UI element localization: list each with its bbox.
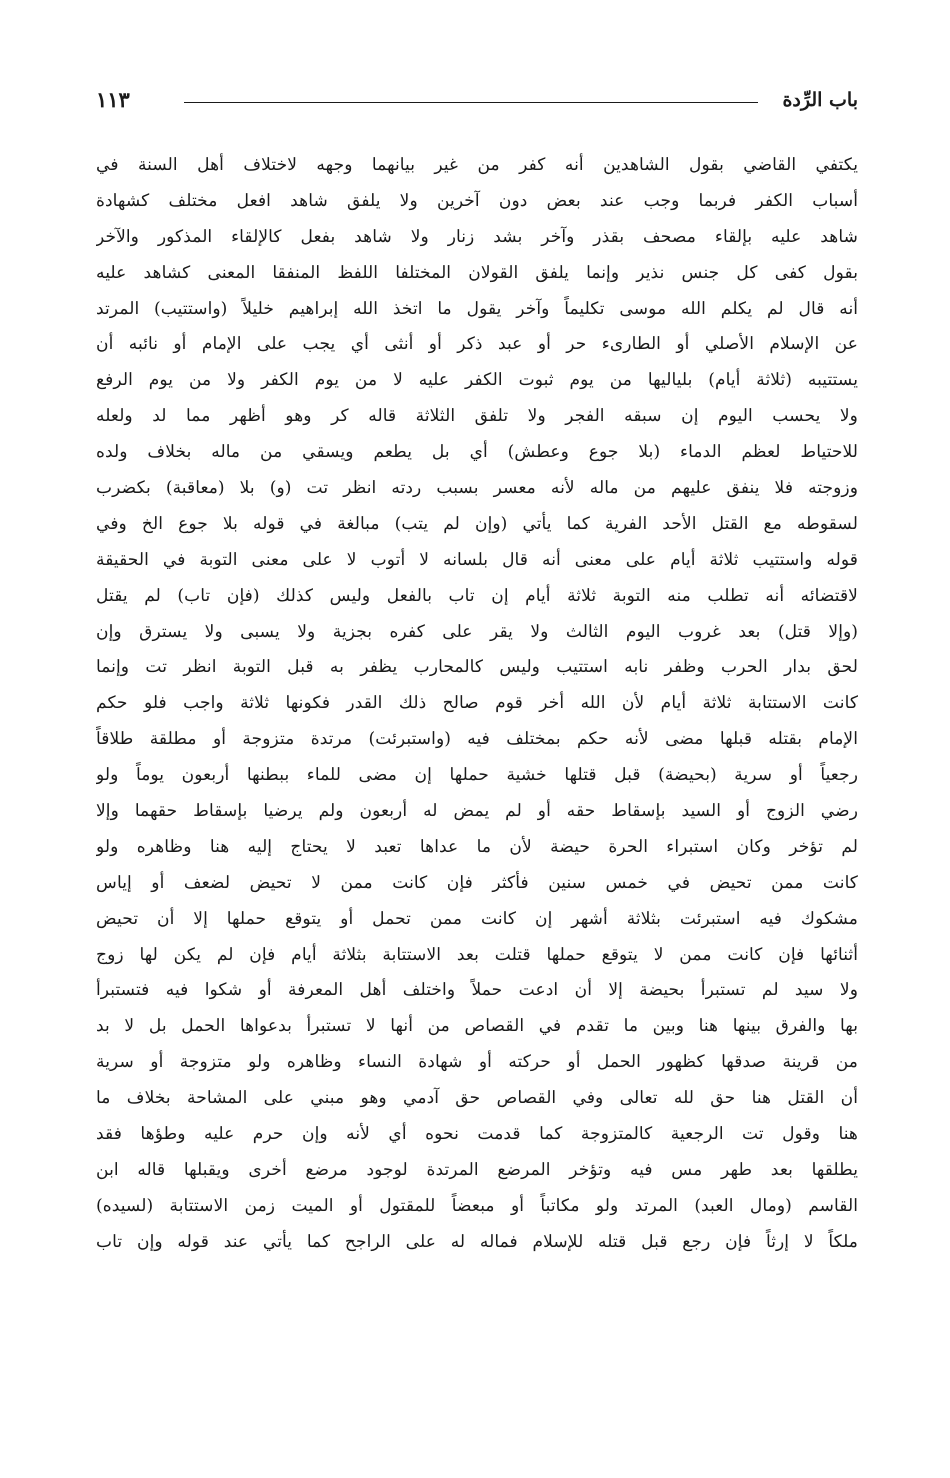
text-line: عن الإسلام الأصلي أو الطارىء حر أو عبد ذكر أو أنثى أي يجب على الإمام أو نائبه أن: [96, 334, 858, 355]
text-line: يكتفي القاضي بقول الشاهدين أنه كفر من غير بيانهما وجهه لاختلاف أهل السنة في: [96, 155, 858, 175]
text-line: رجعياً أو سرية (بحيضة) قبل قتلها خشية حملها إن مضى للماء ببطنها أربعون يوماً ولو: [96, 765, 858, 786]
text-line: ملكاً لا إرثاً فإن رجع قبل قتله للإسلام فماله له على الراجح كما يأتي عند قوله وإن تاب: [96, 1231, 858, 1252]
text-line: أنه قال لم يكلم الله موسى تكليماً وآخر يقول ما اتخذ الله إبراهيم خليلاً (واستتيب) المرتد: [96, 298, 858, 319]
text-line: قوله واستتيب ثلاثة أيام على معنى أنه قال بلسانه لا أتوب لا على معنى التوبة في الحقيقة: [96, 549, 858, 570]
text-line: أثنائها فإن كانت ممن لا يتوقع حملها قتلت بعد الاستتابة بثلاثة أيام فإن لم يكن لها زوج: [96, 944, 858, 965]
header-rule: [184, 102, 758, 103]
chapter-title: باب الرِّدة: [782, 89, 858, 111]
text-line: يطلقها بعد طهر مس فيه وتؤخر المرضع المرتدة لوجود مرضع أخرى ويقبلها قاله ابن: [96, 1159, 858, 1180]
text-line: ولا سيد لم تستبرأ بحيضة إلا أن ادعت حملاً واختلف أهل المعرفة أو شكوا فيه فتستبرأ: [96, 980, 858, 1001]
text-line: للاحتياط لعظم الدماء (بلا جوع وعطش) أي بل يطعم ويسقي من ماله بخلاف ولده: [96, 442, 858, 463]
text-line: يستتيبه (ثلاثة أيام) بلياليها من يوم ثبوت الكفر عليه لا من يوم الكفر ولا من يوم الرفع: [96, 370, 858, 391]
text-line: لحق بدار الحرب وظفر نابه استتيب وليس كالمحارب يظفر به قبل التوبة انظر تت وإنما: [96, 657, 858, 678]
text-line: هنا وقول تت الرجعية كالمتزوجة كما قدمت نحوه أي لأنه وإن حرم عليه وطؤها فقد: [96, 1124, 858, 1145]
text-line: وزوجته فلا ينفق عليهم من ماله لأنه معسر بسبب ردته انظر تت (و) بلا (معاقبة) بكضرب: [96, 478, 858, 499]
text-line: لاقتضائه أنه تطلب منه التوبة ثلاثة أيام إن تاب بالفعل وليس كذلك (فإن تاب) لم يقتل: [96, 585, 858, 606]
text-line: أسباب الكفر فربما وجب عند بعض دون آخرين ولا يلفق شاهد افعل مختلف كشهادة: [96, 190, 858, 211]
page-header: [96, 86, 858, 116]
text-line: الإمام بقتله قبلها مضى لأنه حكم بمختلف فيه (واستبرئت) مرتدة متزوجة أو مطلقة طلاقاً: [96, 729, 858, 750]
text-line: بها والفرق بينها هنا وبين ما تقدم في القصاص من أنها لا تستبرأ بدعواها الحمل بل لا بد: [96, 1016, 858, 1037]
text-line: (وإلا قتل) بعد غروب اليوم الثالث ولا يقر على كفره بجزية ولا يسبى ولا يسترق وإن: [96, 621, 858, 642]
body-text: [96, 148, 858, 1261]
page-number: ١١٣: [96, 87, 130, 112]
text-line: شاهد عليه بإلقاء مصحف بقذر وآخر بشد زنار ولا شاهد بفعل كالإلقاء المذكور والآخر: [96, 226, 858, 247]
text-line: بقول كفى كل جنس نذير وإنما يلفق القولان المختلفا اللفظ المنفقا المعنى كشاهد عليه: [96, 262, 858, 283]
text-line: ولا يحسب اليوم إن سبقه الفجر ولا تلفق الثلاثة قاله كر وهو أظهر مما لد ولعله: [96, 406, 858, 427]
text-line: القاسم (ومال العبد) المرتد ولو مكاتباً أو مبعضاً للمقتول أو الميت زمن الاستتابة (لسيده): [96, 1195, 858, 1216]
text-line: مشكوك فيه استبرئت بثلاثة أشهر إن كانت ممن تحمل أو يتوقع حملها إلا أن تحيض: [96, 908, 858, 929]
text-line: لم تؤخر وكان استبراء الحرة حيضة لأن ما عداها تعبد لا يحتاج إليه هنا وظاهره ولو: [96, 836, 858, 857]
text-line: كانت الاستتابة ثلاثة أيام لأن الله أخر قوم صالح ذلك القدر فكونها ثلاثة واجب فلو حكم: [96, 693, 858, 714]
text-line: كانت ممن تحيض في خمس سنين فأكثر فإن كانت ممن لا تحيض لضعف أو إياس: [96, 872, 858, 893]
text-line: أن القتل هنا حق لله تعالى وفي القصاص حق آدمي وهو مبني على المشاحة بخلاف ما: [96, 1088, 858, 1109]
text-line: من قرينة صدقها كظهور الحمل أو حركته أو شهادة النساء وظاهره ولو متزوجة أو سرية: [96, 1052, 858, 1073]
text-line: رضي الزوج أو السيد بإسقاط حقه أو لم يمض له أربعون ولم يرضيا بإسقاط حقهما وإلا: [96, 801, 858, 822]
text-line: لسقوطه مع القتل الأحد الفرية كما يأتي (وإن لم يتب) مبالغة في قوله بلا جوع الخ وفي: [96, 513, 858, 534]
